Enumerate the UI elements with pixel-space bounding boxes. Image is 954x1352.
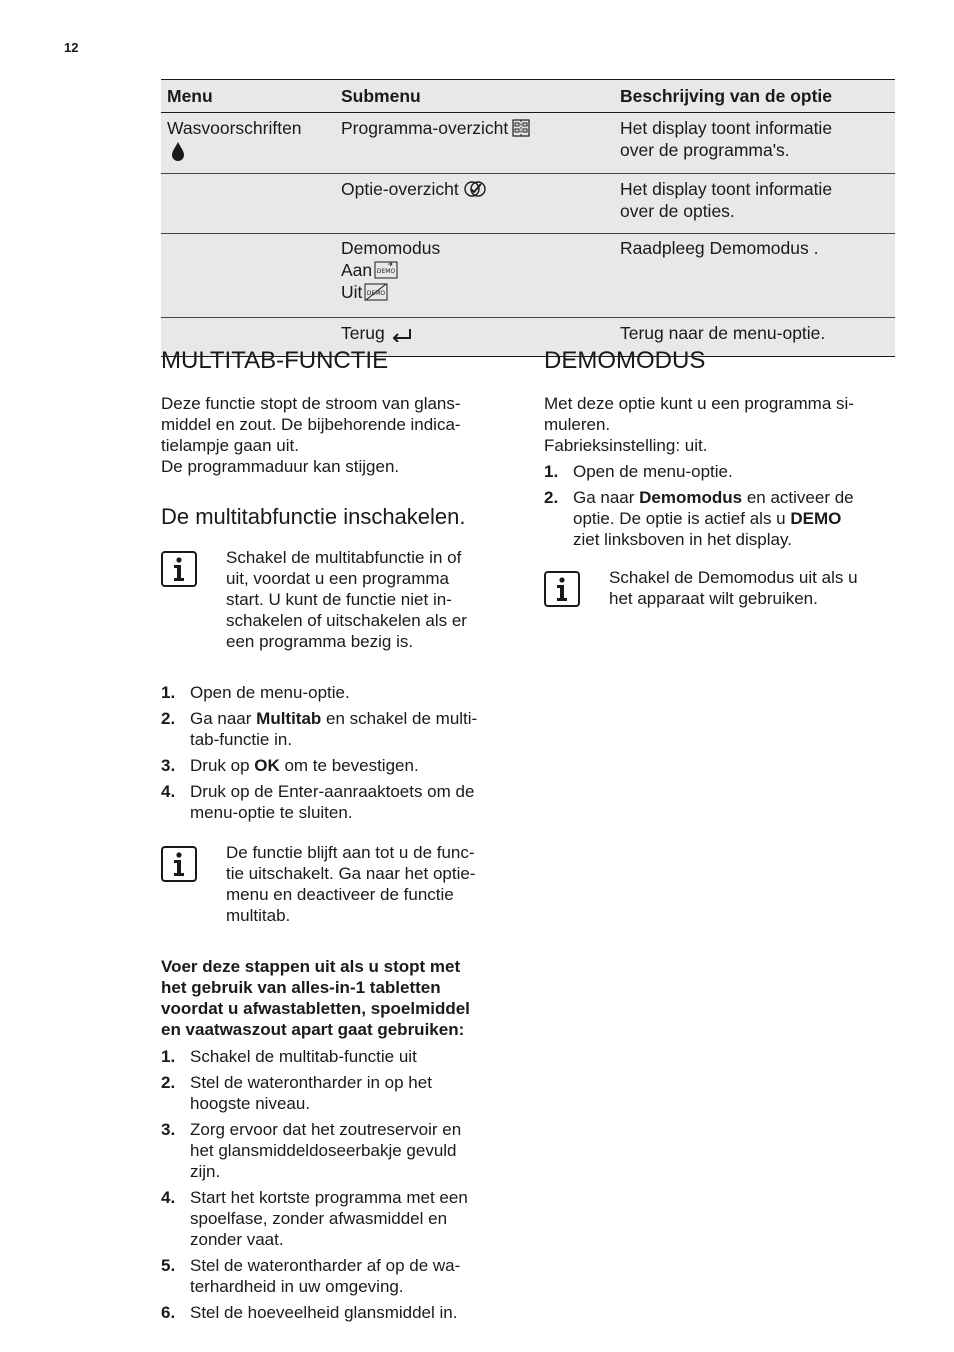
cell-menu: Wasvoorschriften: [161, 113, 335, 174]
info-icon: [161, 846, 197, 882]
table-header-row: [161, 80, 895, 113]
list-item: 4. Start het kortste programma met een spoelfase, zonder afwasmiddel en zonder vaat.: [161, 1188, 468, 1249]
cell-submenu: Demomodus Aan DEMO Uit DEMO: [335, 234, 614, 318]
list-item: 5. Stel de waterontharder af op de wa- terhardheid in uw omgeving.: [161, 1256, 461, 1296]
stop-steps-list: [161, 1046, 511, 1323]
list-item: 1. Open de menu-optie.: [544, 462, 733, 481]
section-title-multitab: MULTITAB-FUNCTIE: [161, 347, 389, 374]
multitab-section: [161, 346, 511, 1328]
table-row: [161, 113, 895, 174]
info-note: De functie blijft aan tot u de func- tie uitschakelt. Ga naar het optie- menu en deactiveer de functie multitab.: [161, 842, 511, 926]
list-item: 2. Ga naar Demomodus en activeer de optie. De optie is actief als u DEMO ziet linksboven in het display.: [544, 488, 854, 549]
demomodus-intro: Met deze optie kunt u een programma si- muleren. Fabrieksinstelling: uit.: [544, 394, 854, 455]
demomodus-section: [544, 346, 896, 631]
enter-return-icon: [391, 328, 413, 342]
cell-description: Het display toont informatie over de programma's.: [614, 113, 895, 174]
cell-description: Terug naar de menu-optie.: [614, 318, 895, 357]
table-row: [161, 174, 895, 234]
option-check-icon: [463, 180, 489, 198]
program-overview-icon: [512, 119, 530, 137]
header-description: Beschrijving van de optie: [614, 80, 895, 113]
multitab-intro: Deze functie stopt de stroom van glans- middel en zout. De bijbehorende indica- tielampje gaan uit. De programmaduur kan stijgen.: [161, 394, 461, 476]
cell-menu: [161, 174, 335, 234]
enable-steps-list: [161, 682, 511, 823]
list-item: 1. Schakel de multitab-functie uit: [161, 1047, 417, 1066]
demo-off-icon: [364, 281, 388, 301]
list-item: 2. Stel de waterontharder in op het hoogste niveau.: [161, 1073, 432, 1113]
list-item: 3. Druk op OK om te bevestigen.: [161, 756, 419, 775]
page-number: 12: [64, 40, 79, 55]
info-icon: [161, 551, 197, 587]
info-icon: [544, 571, 580, 607]
cell-menu: [161, 234, 335, 318]
list-item: 2. Ga naar Multitab en schakel de multi- tab-functie in.: [161, 709, 478, 749]
table-row: [161, 234, 895, 318]
cell-submenu: Terug: [335, 318, 614, 357]
info-note: Schakel de Demomodus uit als u het apparaat wilt gebruiken.: [544, 567, 896, 609]
svg-text:DEMO: DEMO: [367, 290, 386, 297]
subsection-title-enable: De multitabfunctie inschakelen.: [161, 504, 466, 529]
cell-description: Het display toont informatie over de opties.: [614, 174, 895, 234]
cell-submenu: Optie-overzicht: [335, 174, 614, 234]
cell-submenu: Programma-overzicht: [335, 113, 614, 174]
list-item: 1. Open de menu-optie.: [161, 683, 350, 702]
demo-on-icon: [374, 261, 398, 279]
list-item: 4. Druk op de Enter-aanraaktoets om de menu-optie te sluiten.: [161, 782, 475, 822]
header-submenu: Submenu: [335, 80, 614, 113]
demomodus-steps-list: [544, 461, 896, 550]
list-item: 3. Zorg ervoor dat het zoutreservoir en het glansmiddeldoseerbakje gevuld zijn.: [161, 1120, 462, 1181]
cell-description: Raadpleeg Demomodus .: [614, 234, 895, 318]
stop-heading: Voer deze stappen uit als u stopt met het gebruik van alles-in-1 tabletten voordat u afwastabletten, spoelmiddel en vaatwaszout apart gaat gebruiken:: [161, 957, 470, 1039]
header-menu: Menu: [161, 80, 335, 113]
menu-options-table: [161, 79, 895, 357]
drop-icon: [171, 141, 185, 161]
info-note: Schakel de multitabfunctie in of uit, voordat u een programma start. U kunt de functie niet in- schakelen of uitschakelen als er een programma bezig is.: [161, 547, 511, 652]
svg-text:DEMO: DEMO: [376, 268, 396, 275]
section-title-demomodus: DEMOMODUS: [544, 347, 706, 374]
list-item: 6. Stel de hoeveelheid glansmiddel in.: [161, 1303, 458, 1322]
